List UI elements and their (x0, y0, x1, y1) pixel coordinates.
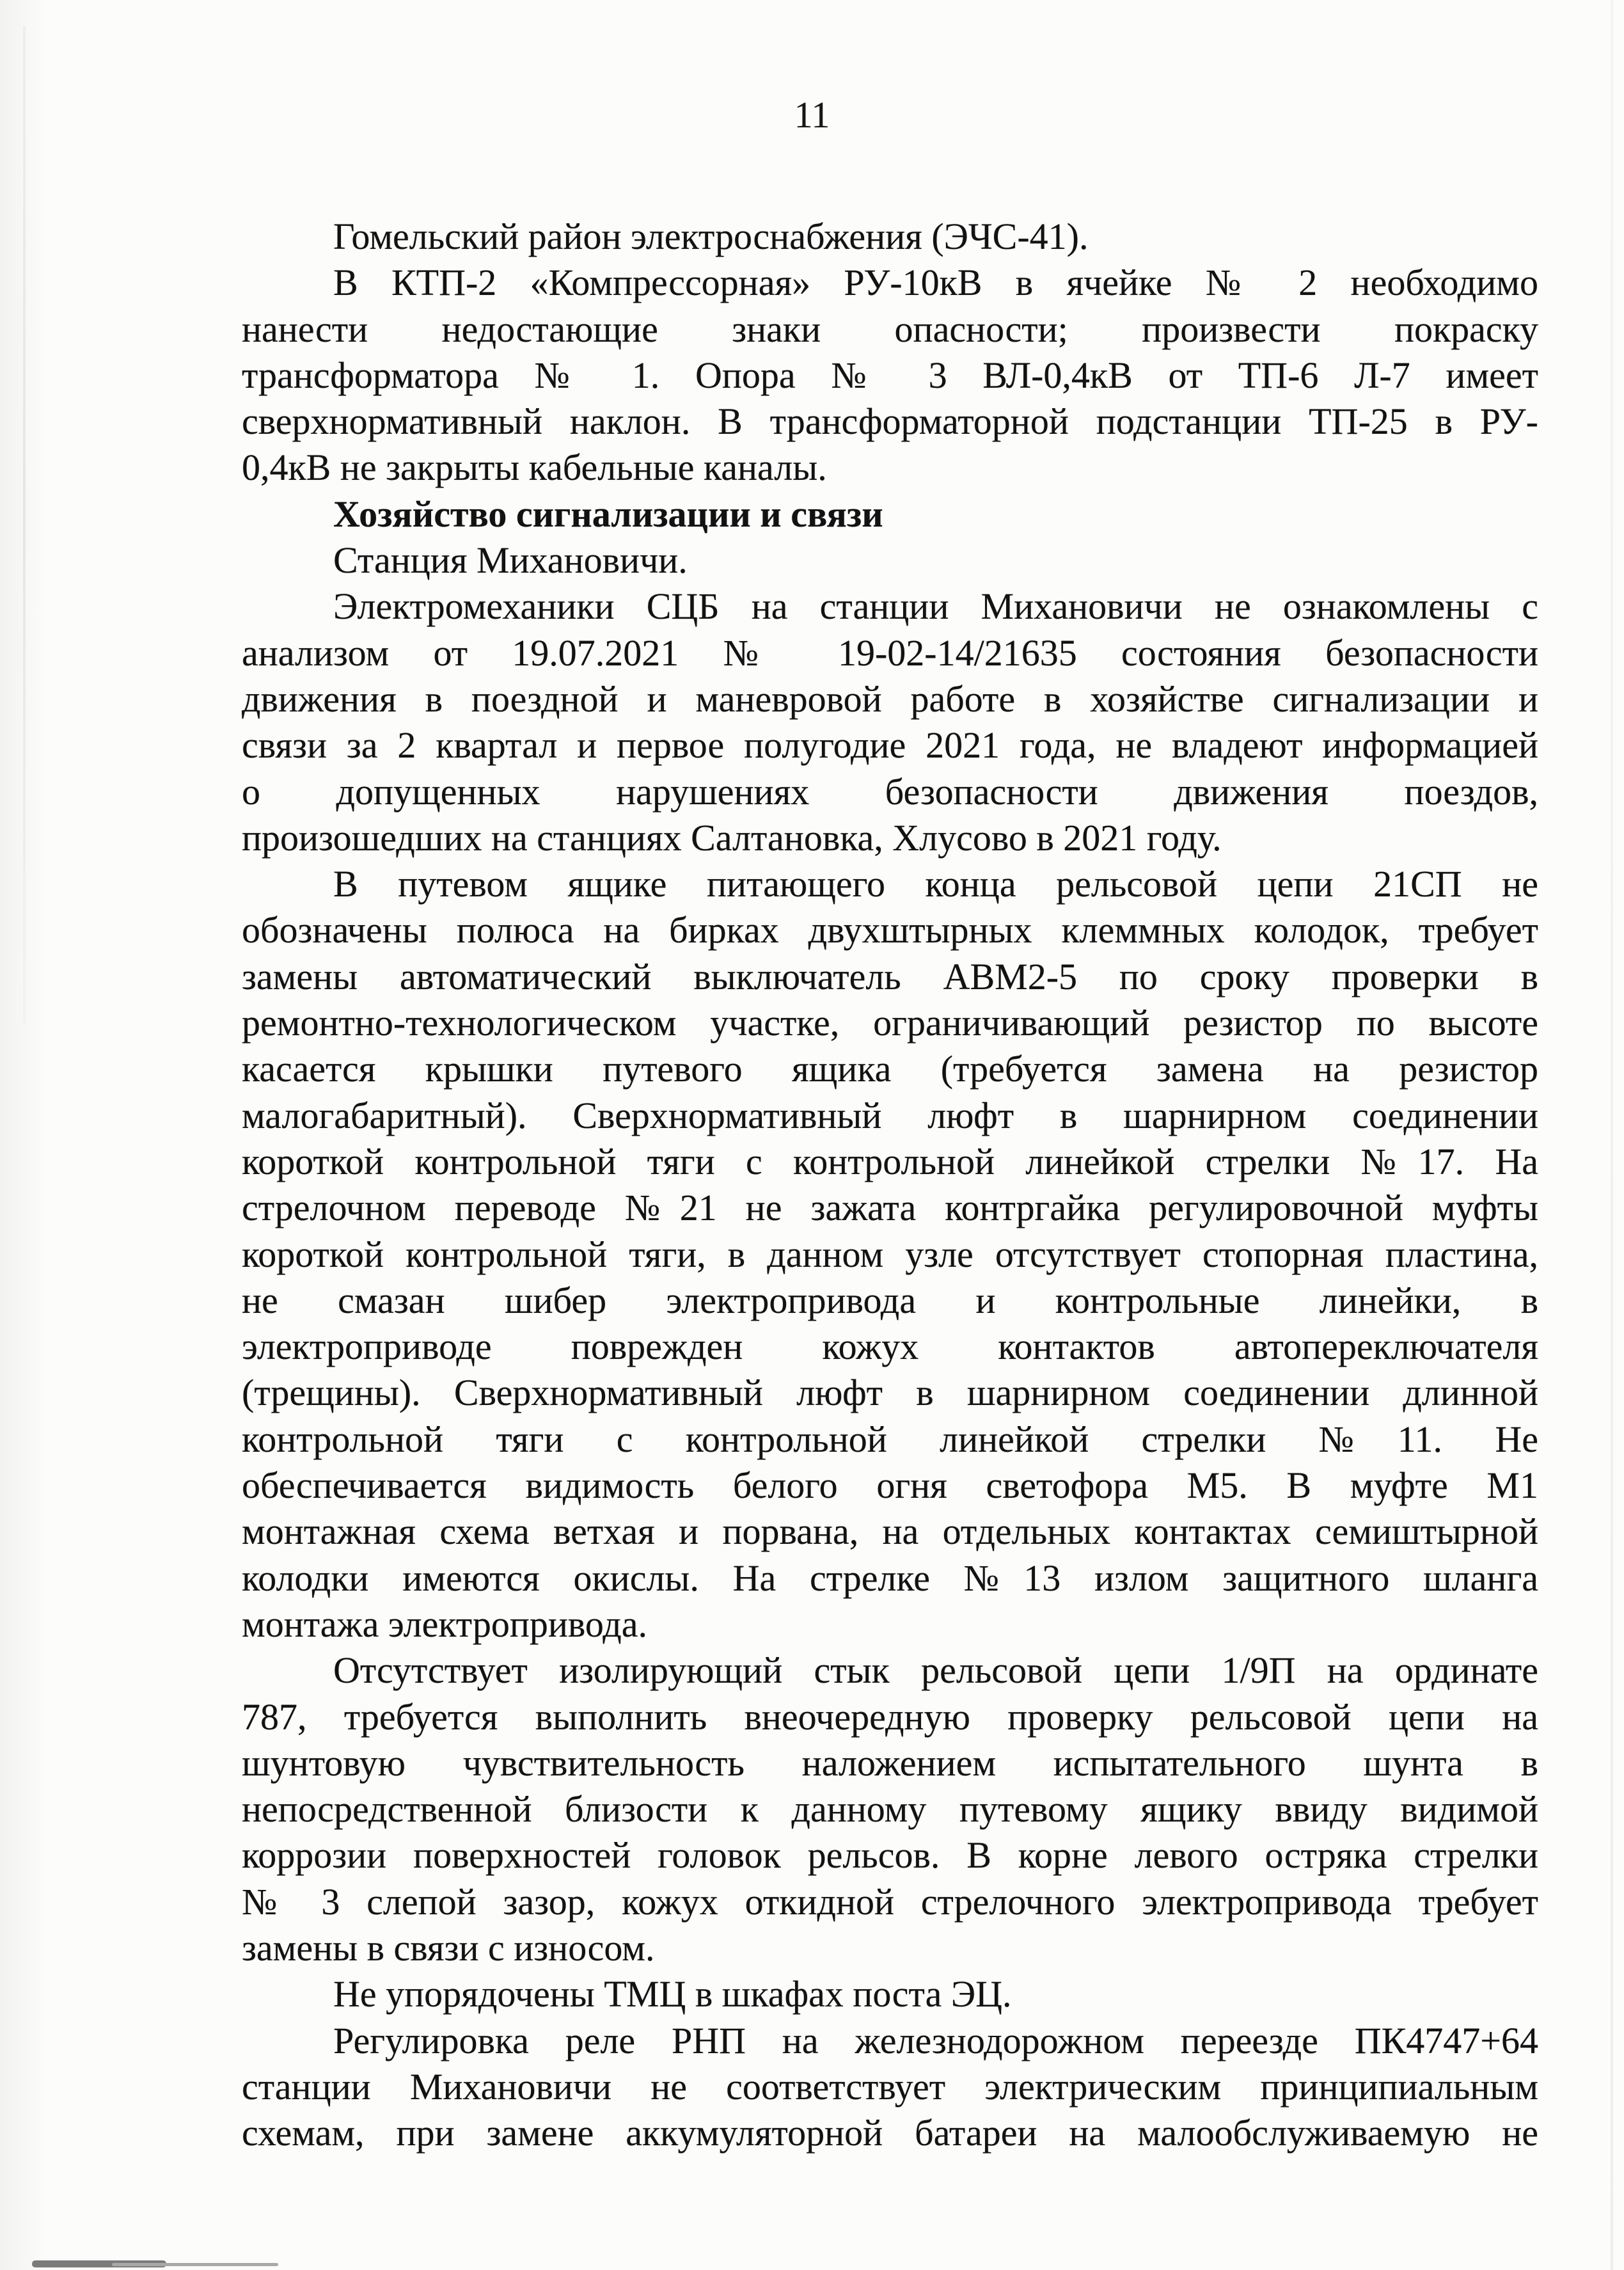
text-line: движения в поездной и маневровой работе в хозяйстве сигнализации и (242, 678, 1538, 720)
text-line: о допущенных нарушениях безопасности движения поездов, (242, 770, 1538, 813)
text-line: анализом от 19.07.2021 № 19-02-14/21635 состояния безопасности (242, 631, 1538, 674)
page-number: 11 (794, 94, 830, 136)
scan-edge-line-left (23, 26, 26, 1024)
text-line: Гомельский район электроснабжения (ЭЧС-41). (333, 216, 1089, 257)
text-line: монтажа электропривода. (242, 1603, 648, 1645)
text-line: коррозии поверхностей головок рельсов. В корне левого остряка стрелки (242, 1834, 1538, 1877)
text-line: ремонтно-технологическом участке, ограничивающий резистор по высоте (242, 1002, 1538, 1044)
text-line: короткой контрольной тяги, в данном узле отсутствует стопорная пластина, (242, 1233, 1538, 1275)
text-line: колодки имеются окислы. На стрелке №13 излом защитного шланга (242, 1557, 1538, 1599)
text-line: Электромеханики СЦБ на станции Михановичи не ознакомлены с (333, 585, 1538, 628)
text-line: Не упорядочены ТМЦ в шкафах поста ЭЦ. (333, 1973, 1012, 2015)
text-line: сверхнормативный наклон. В трансформаторной подстанции ТП-25 в РУ- (242, 401, 1538, 443)
text-line: непосредственной близости к данному путевому ящику ввиду видимой (242, 1788, 1538, 1830)
text-line: Хозяйство сигнализации и связи (333, 493, 883, 535)
text-line: малогабаритный). Сверхнормативный люфт в шарнирном соединении (242, 1094, 1538, 1136)
scan-artifact-bottom-streak-tail (112, 2263, 278, 2266)
text-line: Регулировка реле РНП на железнодорожном переезде ПК4747+64 (333, 2019, 1538, 2061)
text-line: электроприводе поврежден кожух контактов автопереключателя (242, 1326, 1538, 1368)
text-line: произошедших на станциях Салтановка, Хлусово в 2021 году. (242, 816, 1222, 859)
text-line: связи за 2 квартал и первое полугодие 2021 года, не владеют информацией (242, 724, 1538, 766)
text-line: монтажная схема ветхая и порвана, на отдельных контактах семиштырной (242, 1511, 1538, 1553)
scan-edge-shadow-left (0, 0, 45, 2270)
text-line: В КТП-2 «Компрессорная» РУ-10кВ в ячейке № 2 необходимо (333, 262, 1538, 304)
text-line: Станция Михановичи. (333, 539, 688, 582)
text-line: 787, требуется выполнить внеочередную проверку рельсовой цепи на (242, 1695, 1538, 1738)
text-line: (трещины). Сверхнормативный люфт в шарнирном соединении длинной (242, 1372, 1538, 1414)
text-line: трансформатора № 1. Опора № 3 ВЛ-0,4кВ от ТП-6 Л-7 имеет (242, 354, 1538, 396)
text-line: обеспечивается видимость белого огня светофора М5. В муфте М1 (242, 1464, 1538, 1507)
text-line: касается крышки путевого ящика (требуется замена на резистор (242, 1048, 1538, 1090)
text-line: замены в связи с износом. (242, 1926, 655, 1969)
text-line: № 3 слепой зазор, кожух откидной стрелочного электропривода требует (242, 1880, 1538, 1923)
text-line: контрольной тяги с контрольной линейкой стрелки №11. Не (242, 1418, 1538, 1460)
text-line: обозначены полюса на бирках двухштырных клеммных колодок, требует (242, 909, 1538, 951)
text-line: короткой контрольной тяги с контрольной линейкой стрелки №17. На (242, 1140, 1538, 1182)
text-line: 0,4кВ не закрыты кабельные каналы. (242, 447, 827, 489)
text-line: не смазан шибер электропривода и контрольные линейки, в (242, 1279, 1538, 1321)
text-line: Отсутствует изолирующий стык рельсовой цепи 1/9П на ординате (333, 1649, 1538, 1692)
text-line: станции Михановичи не соответствует электрическим принципиальным (242, 2065, 1538, 2107)
text-line: стрелочном переводе №21 не зажата контргайка регулировочной муфты (242, 1187, 1538, 1229)
scan-edge-line-right (1611, 0, 1613, 2270)
text-line: замены автоматический выключатель АВМ2-5 по сроку проверки в (242, 955, 1538, 997)
document-text (242, 214, 1538, 2156)
text-line: В путевом ящике питающего конца рельсовой цепи 21СП не (333, 863, 1538, 905)
text-line: шунтовую чувствительность наложением испытательного шунта в (242, 1742, 1538, 1784)
text-line: нанести недостающие знаки опасности; произвести покраску (242, 308, 1538, 350)
text-line: схемам, при замене аккумуляторной батареи на малообслуживаемую не (242, 2112, 1538, 2154)
